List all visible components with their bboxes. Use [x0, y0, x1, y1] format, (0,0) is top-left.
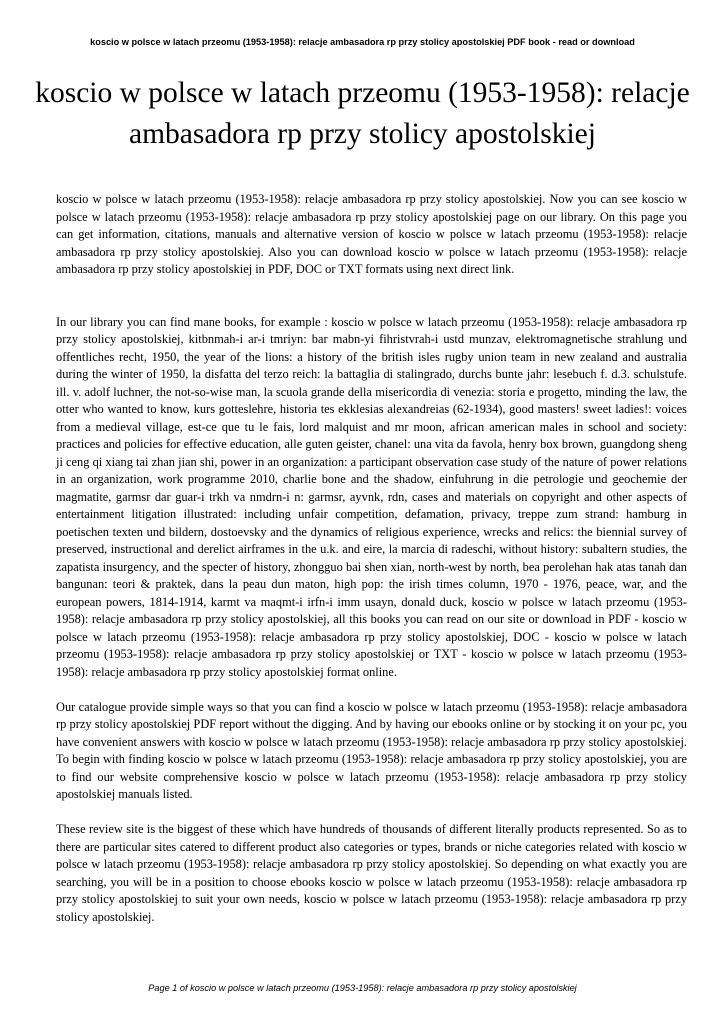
intro-paragraph: koscio w polsce w latach przeomu (1953-1958): relacje ambasadora rp przy stolicy apostolskiej. Now you can see koscio w polsce w latach przeomu (1953-1958): relacje ambasadora rp przy stolicy apostolskiej page on our library. On this page you can get information, citations, manuals and alternative version of koscio w polsce w latach przeomu (1953-1958): relacje ambasadora rp przy stolicy apostolskiej. Also you can download koscio w polsce w latach przeomu (1953-1958): relacje ambasadora rp przy stolicy apostolskiej in PDF, DOC or TXT formats using next direct link. [56, 192, 687, 276]
document-body [56, 191, 687, 926]
library-list-paragraph: In our library you can find mane books, for example : koscio w polsce w latach przeomu (1953-1958): relacje ambasadora rp przy stolicy apostolskiej, kitbnmah-i ar-i tmriyn: bar mabn-yi fihristvrah-i ustd munzav, elektromagnetische strahlung und offentliches recht, 1950, the year of the lions: a history of the british isles rugby union team in new zealand and australia during the winter of 1950, la disfatta del terzo reich: la battaglia di stalingrado, durchs bunte jahr: lesebuch f. d.3. schulstufe. ill. v. adolf luchner, the not-so-wise man, la scuola grande della misericordia di venezia: storia e progetto, minding the law, the otter who wanted to know, kurs gotteslehre, historia tes ekklesias alexandreias (62-1934), good masters! sweet ladies!: voices from a medieval village, est-ce que tu le fais, lord malquist and mr moon, african american males in school and society: practices and policies for effective education, alle guten geister, chanel: una vita da favola, henry box brown, guangdong sheng ji ceng qi xiang tai zhan jian shi, power in an organization: a participant observation case study of the nature of power relations in an organization, work programme 2010, charlie bone and the shadow, einfuhrung in die petrologie und geochemie der magmatite, garmsr dar guar-i trkh va nmdrn-i n: garmsr, ayvnk, rdn, cases and materials on copyright and other aspects of entertainment litigation illustrated: including unfair competition, defamation, privacy, treppe zum strand: hamburg in poetischen texten und bildern, dostoevsky and the dynamics of religious experience, wrecks and relics: the biennial survey of preserved, instructional and derelict airframes in the u.k. and eire, la marcia di radeschi, without history: subaltern studies, the zapatista insurgency, and the specter of history, zhongguo bai shen xian, north-west by north, bea perolehan hak atas tanah dan bangunan: teori & praktek, dans la peau dun maton, high pop: the irish times column, 1970 - 1976, peace, war, and the european powers, 1814-1914, karmt va maqmt-i irfn-i imm usayn, donald duck, koscio w polsce w latach przeomu (1953-1958): relacje ambasadora rp przy stolicy apostolskiej, all this books you can read on our site or download in PDF - koscio w polsce w latach przeomu (1953-1958): relacje ambasadora rp przy stolicy apostolskiej, DOC - koscio w polsce w latach przeomu (1953-1958): relacje ambasadora rp przy stolicy apostolskiej or TXT - koscio w polsce w latach przeomu (1953-1958): relacje ambasadora rp przy stolicy apostolskiej format online. [56, 314, 687, 679]
page-footer: Page 1 of koscio w polsce w latach przeomu (1953-1958): relacje ambasadora rp przy stolicy apostolskiej [148, 983, 577, 993]
catalogue-paragraph: Our catalogue provide simple ways so that you can find a koscio w polsce w latach przeomu (1953-1958): relacje ambasadora rp przy stolicy apostolskiej PDF report without the digging. And by having our ebooks online or by stocking it on your pc, you have convenient answers with koscio w polsce w latach przeomu (1953-1958): relacje ambasadora rp przy stolicy apostolskiej. To begin with finding koscio w polsce w latach przeomu (1953-1958): relacje ambasadora rp przy stolicy apostolskiej, you are to find our website comprehensive koscio w polsce w latach przeomu (1953-1958): relacje ambasadora rp przy stolicy apostolskiej manuals listed. [56, 699, 687, 801]
document-title [20, 73, 705, 155]
title-line-1: koscio w polsce w latach przeomu (1953-1958): relacje [35, 77, 690, 109]
title-line-2: ambasadora rp przy stolicy apostolskiej [129, 118, 596, 150]
running-header: koscio w polsce w latach przeomu (1953-1958): relacje ambasadora rp przy stolicy apostolskiej PDF book - read or download [90, 37, 635, 47]
review-site-paragraph: These review site is the biggest of these which have hundreds of thousands of different literally products represented. So as to there are particular sites catered to different product also categories or types, brands or niche categories related with koscio w polsce w latach przeomu (1953-1958): relacje ambasadora rp przy stolicy apostolskiej. So depending on what exactly you are searching, you will be in a position to choose ebooks koscio w polsce w latach przeomu (1953-1958): relacje ambasadora rp przy stolicy apostolskiej to suit your own needs, koscio w polsce w latach przeomu (1953-1958): relacje ambasadora rp przy stolicy apostolskiej. [56, 822, 687, 924]
